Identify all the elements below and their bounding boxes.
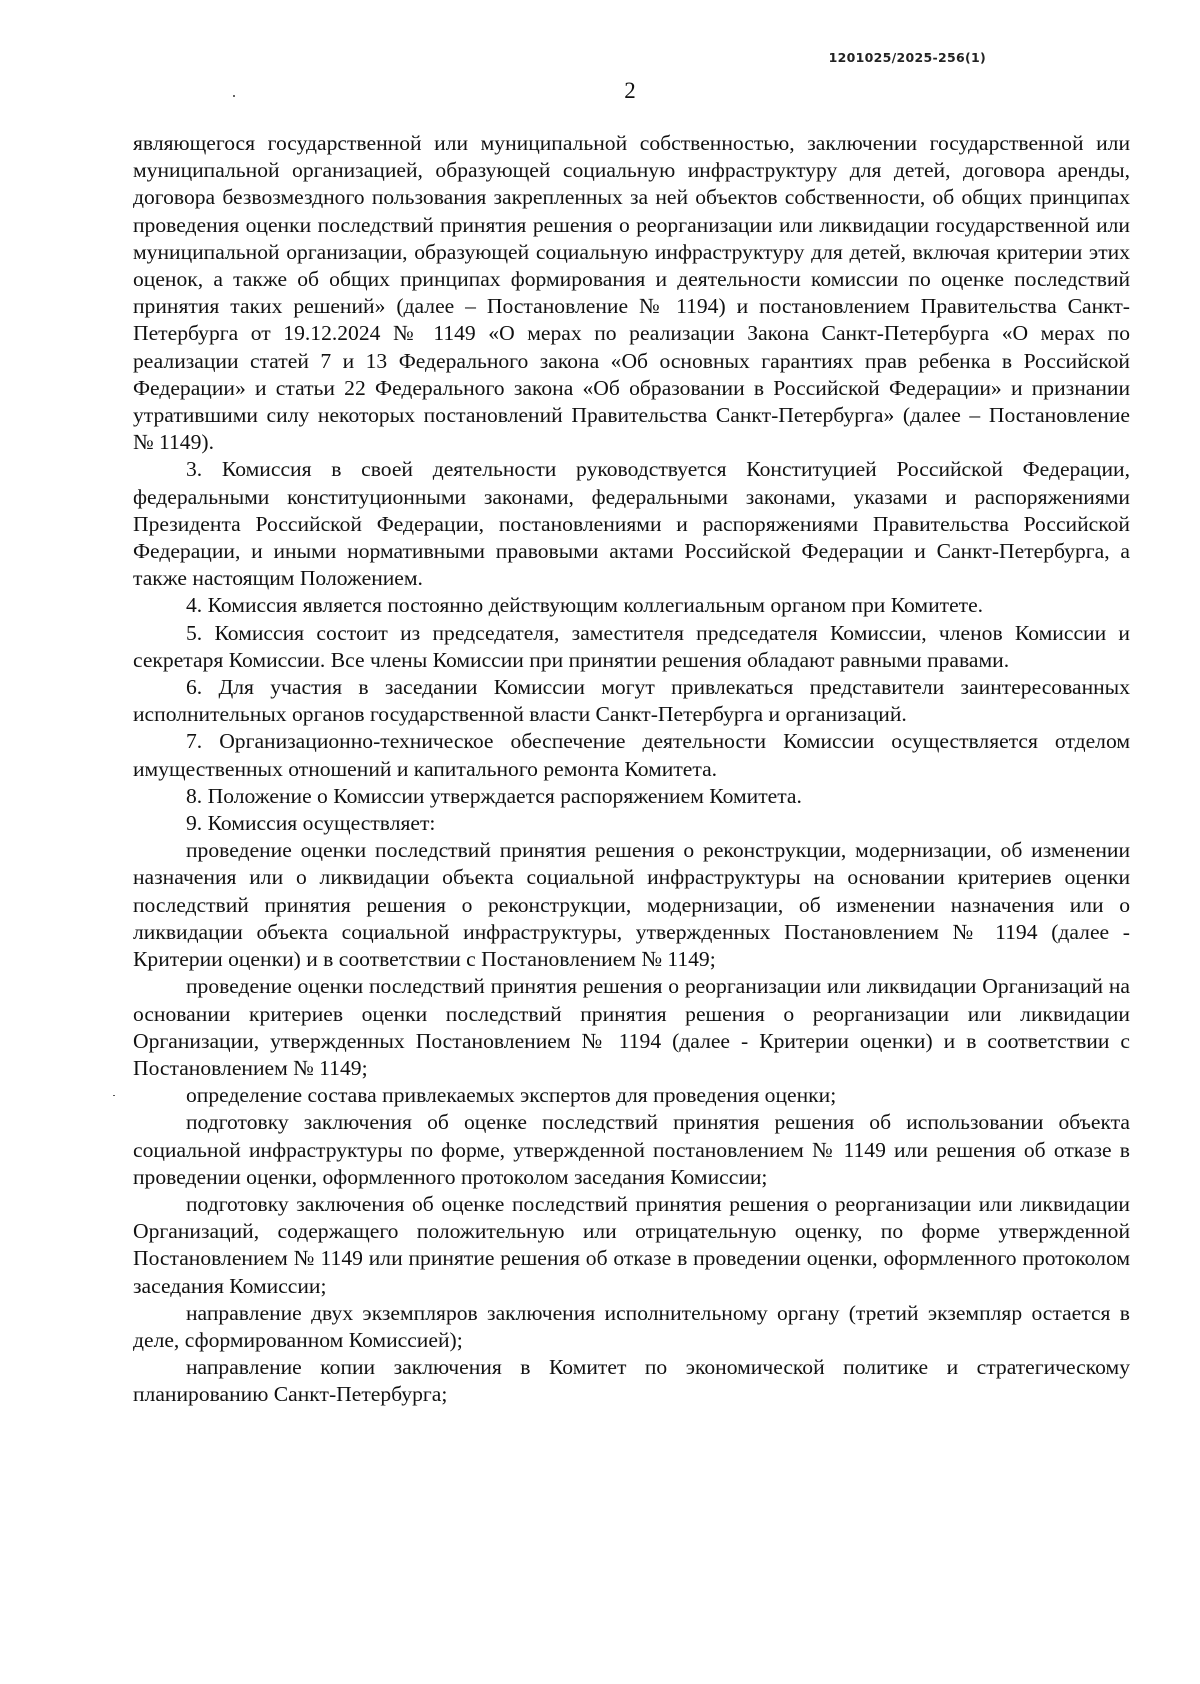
paragraph-subitem: определение состава привлекаемых экспертов для проведения оценки; bbox=[186, 1083, 837, 1108]
paragraph-item-4: 4. Комиссия является постоянно действующим коллегиальным органом при Комитете. bbox=[186, 593, 984, 618]
paragraph-item-3: 3. Комиссия в своей деятельности руководствуется Конституцией Российской Федерации, федеральными конституционными законами, федеральными законами, указами и распоряжениями Президента Российской Федерации, постановлениями и распоряжениями Правительства Российской Федерации, и иными нормативными правовыми актами Российской Федерации и Санкт-Петербурга, а также настоящим Положением. bbox=[133, 457, 1130, 591]
paragraph-subitem: проведение оценки последствий принятия решения о реконструкции, модернизации, об изменении назначения или о ликвидации объекта социальной инфраструктуры на основании критериев оценки последствий принятия решения о реконструкции, модернизации, об изменении назначения или о ликвидации объекта социальной инфраструктуры, утвержденных Постановлением № 1194 (далее - Критерии оценки) и в соответствии с Постановлением № 1149; bbox=[133, 838, 1130, 972]
paragraph-subitem: проведение оценки последствий принятия решения о реорганизации или ликвидации Организаций на основании критериев оценки последствий принятия решения о реорганизации или ликвидации Организации, утвержденных Постановлением № 1194 (далее - Критерии оценки) и в соответствии с Постановлением № 1149; bbox=[133, 974, 1130, 1080]
paragraph-item-8: 8. Положение о Комиссии утверждается распоряжением Комитета. bbox=[186, 783, 802, 808]
document-registration-number: 1201025/2025-256(1) bbox=[828, 50, 986, 65]
paragraph-subitem: подготовку заключения об оценке последствий принятия решения об использовании объекта социальной инфраструктуры по форме, утвержденной постановлением № 1149 или решения об отказе в проведении оценки, оформленного протоколом заседания Комиссии; bbox=[133, 1110, 1130, 1189]
paragraph-item-6: 6. Для участия в заседании Комиссии могут привлекаться представители заинтересованных исполнительных органов государственной власти Санкт-Петербурга и организаций. bbox=[133, 675, 1130, 727]
paragraph-continuation: являющегося государственной или муниципальной собственностью, заключении государственной или муниципальной организацией, образующей социальную инфраструктуру для детей, договора аренды, договора безвозмездного пользования закрепленных за ней объектов собственности, об общих принципах проведения оценки последствий принятия решения о реорганизации или ликвидации государственной или муниципальной организации, образующей социальную инфраструктуру для детей, включая критерии этих оценок, а также об общих принципах формирования и деятельности комиссии по оценке последствий принятия таких решений» (далее – Постановление № 1194) и постановлением Правительства Санкт-Петербурга от 19.12.2024 № 1149 «О мерах по реализации Закона Санкт-Петербурга «О мерах по реализации статей 7 и 13 Федерального закона «Об основных гарантиях прав ребенка в Российской Федерации» и статьи 22 Федерального закона «Об образовании в Российской Федерации» и признании утратившими силу некоторых постановлений Правительства Санкт-Петербурга» (далее – Постановление № 1149). bbox=[133, 131, 1130, 455]
paragraph-item-5: 5. Комиссия состоит из председателя, заместителя председателя Комиссии, членов Комиссии и секретаря Комиссии. Все члены Комиссии при принятии решения обладают равными правами. bbox=[133, 620, 1130, 672]
paragraph-item-9: 9. Комиссия осуществляет: bbox=[186, 811, 436, 836]
document-body bbox=[133, 130, 1130, 1409]
scan-speck bbox=[113, 1095, 115, 1096]
paragraph-subitem: подготовку заключения об оценке последствий принятия решения о реорганизации или ликвидации Организаций, содержащего положительную или отрицательную оценку, по форме утвержденной Постановлением № 1149 или принятие решения об отказе в проведении оценки, оформленного протоколом заседания Комиссии; bbox=[133, 1191, 1130, 1298]
paragraph-subitem: направление копии заключения в Комитет по экономической политике и стратегическому планированию Санкт-Петербурга; bbox=[133, 1355, 1130, 1407]
page-number: 2 bbox=[624, 78, 636, 103]
paragraph-subitem: направление двух экземпляров заключения исполнительному органу (третий экземпляр остается в деле, сформированном Комиссией); bbox=[133, 1300, 1130, 1352]
paragraph-item-7: 7. Организационно-техническое обеспечение деятельности Комиссии осуществляется отделом имущественных отношений и капитального ремонта Комитета. bbox=[133, 729, 1130, 781]
